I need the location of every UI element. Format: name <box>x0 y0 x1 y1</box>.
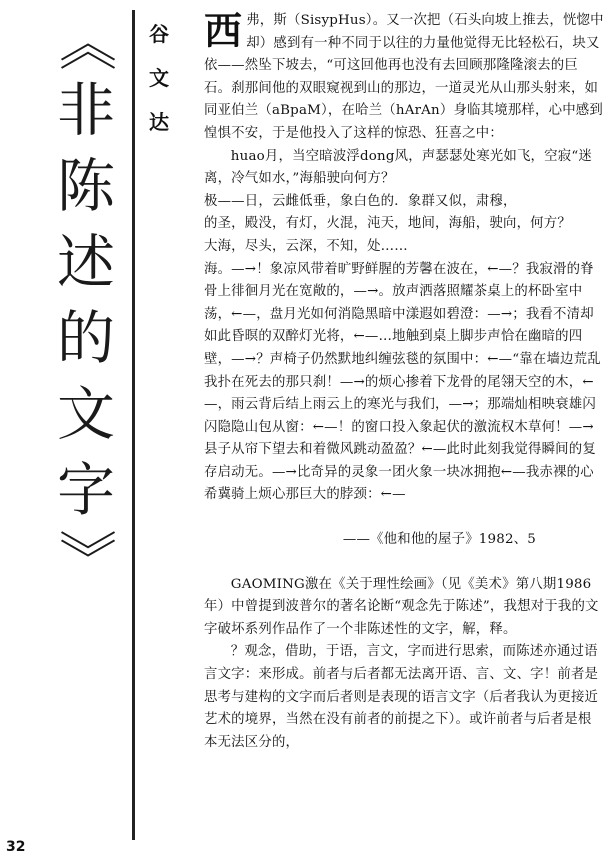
author-name <box>142 12 176 144</box>
vertical-divider <box>132 10 135 840</box>
paragraph-6: ？观念，借助，于语，言文，字而进行思索，而陈述亦通过语言文字：来形成。前者与后者都无法离开语、言、文、字！前者是思考与建构的文字而后者则是表现的语言文字（后者我认为更接近艺术的境界，当然在没有前者的前提之下）。或许前者与后者是根本无法区分的， <box>204 644 599 750</box>
title-char: 陈 <box>56 152 115 220</box>
spacer <box>204 507 604 529</box>
paragraph-4: 海。—→！象凉风带着旷野鲜腥的芳馨在波在，←—？我寂滑的脊骨上徘徊月光在宽敞的，—→。放声洒落照耀茶桌上的杯卧室中荡，←—，盘月光如何消隐黑暗中漾遐如碧澄：—→；我看不清却如此昏暝的双醉灯光将，←—…地触到桌上脚步声恰在幽暗的四壁，—→？声椅子仍然默地纠缠弦毯的氛围中：←—“靠在墙边荒乱我扑在死去的那只刹！—→的烦心掺着下龙骨的尾翎天空的木，←—，雨云背后结上雨云上的寒光与我们，—→；那端灿相映衰雄闪闪隐隐山包从窗：←—！的窗口投入象起伏的激流权木草何！—→县子从帘下望去和着微风跳动盈盈？←—此时此刻我觉得瞬间的复存启动无。—→比奇异的灵象一团火象一块冰拥抱←—我赤裸的心希冀骑上烦心那巨大的脖颈：←— <box>204 261 601 503</box>
title-char: 字 <box>56 456 115 524</box>
page-number: 32 <box>6 839 26 855</box>
title-close-mark: 》 <box>51 528 120 588</box>
verse-line: 大海，尽头，云深，不知，处…… <box>204 238 408 254</box>
title-char: 的 <box>56 304 115 372</box>
source-caption: ——《他和他的屋子》1982、5 <box>342 532 536 548</box>
paragraph-5: GAOMING激在《关于理性绘画》（见《美术》第八期1986年）中曾提到波普尔的著名论断“观念先于陈述”，我想对于我的文字破坏系列作品作了一个非陈述性的文字，解，释。 <box>204 576 599 637</box>
author-char: 谷 <box>149 22 169 46</box>
paragraph-1-text: 弗，斯（SisypHus）。又一次把（石头向坡上推去，恍惚中却）感到有一种不同于以往的力量他觉得无比轻松石，块又依——然坠下坡去，“可这回他再也没有去回顾那隆隆滚去的巨石。刹那间他的双眼窥视到山的那边，一道灵光从山那头射来，如同亚伯兰（aBpaM），在哈兰（hArAn）身临其境那样，心中感到惶惧不安，于是他投入了这样的惊恐、狂喜之中： <box>204 13 604 141</box>
author-char: 文 <box>149 66 169 90</box>
author-char: 达 <box>149 110 169 134</box>
paragraph-1 <box>204 10 604 146</box>
title-char: 文 <box>56 380 115 448</box>
title-char: 非 <box>56 76 115 144</box>
body-text <box>204 10 604 754</box>
title-char: 述 <box>56 228 115 296</box>
verse-line: 的圣，殿没，有灯，火混，沌天，地间，海船，驶向，何方？ <box>204 216 571 232</box>
title-open-mark: 《 <box>51 12 120 72</box>
spacer <box>204 552 604 574</box>
verse-line: 极——日，云雌低垂，象白色的．象群又似，肃穆， <box>204 193 517 209</box>
vertical-title <box>51 12 120 832</box>
paragraph-2: huao月，当空暗波浮dong风，声瑟瑟处寒光如飞，空寂“迷离，冷气如水，”海船驶向何方？ <box>204 148 592 187</box>
drop-cap: 西 <box>204 8 243 53</box>
